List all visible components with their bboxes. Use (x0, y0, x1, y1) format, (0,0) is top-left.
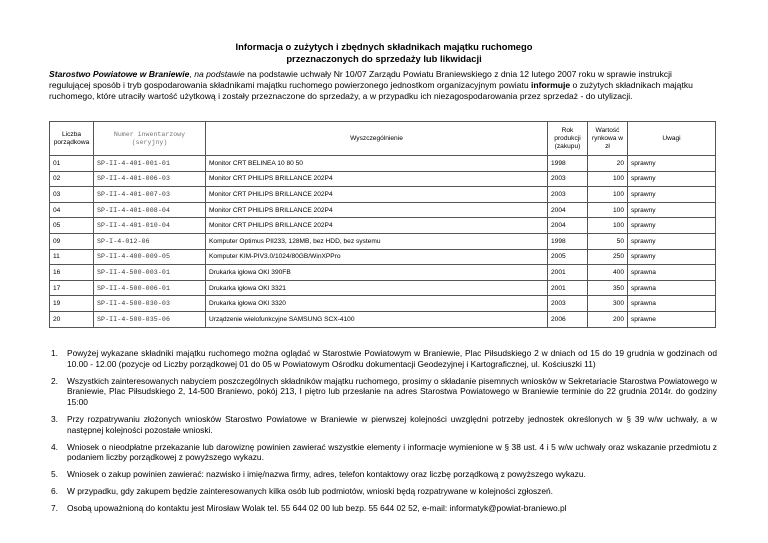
table-row (50, 187, 716, 203)
cell-inventory-number: SP-II-4-401-001-01 (94, 156, 206, 172)
cell-inventory-number: SP-II-4-401-006-03 (94, 171, 206, 187)
header-year: Rok produkcji (zakupu) (548, 122, 588, 156)
cell-value: 100 (588, 218, 628, 234)
cell-status: sprawne (628, 311, 716, 327)
table-row (50, 280, 716, 296)
intro-informs: informuje (531, 80, 571, 90)
cell-status: sprawny (628, 218, 716, 234)
cell-value: 100 (588, 171, 628, 187)
cell-year: 2006 (548, 311, 588, 327)
note-text: W przypadku, gdy zakupem będzie zainteresowanych kilka osób lub podmiotów, wnioski będą rozpatrywane w kolejności zgłoszeń. (67, 485, 554, 496)
table-row (50, 296, 716, 312)
notes-list (49, 348, 717, 520)
cell-status: sprawna (628, 296, 716, 312)
cell-value: 350 (588, 280, 628, 296)
note-item (49, 442, 717, 464)
cell-description: Monitor CRT PHILIPS BRILLANCE 202P4 (206, 171, 548, 187)
cell-description: Monitor CRT PHILIPS BRILLANCE 202P4 (206, 187, 548, 203)
note-item (49, 486, 717, 497)
cell-inventory-number: SP-II-4-401-007-03 (94, 187, 206, 203)
cell-status: sprawna (628, 280, 716, 296)
table-header-row (50, 122, 716, 156)
cell-description: Komputer KIM-PIV3.0/1024/80GB/WinXPPro (206, 249, 548, 265)
cell-value: 100 (588, 187, 628, 203)
cell-year: 2001 (548, 280, 588, 296)
cell-status: sprawny (628, 202, 716, 218)
note-item (49, 414, 717, 436)
header-notes: Uwagi (628, 122, 716, 156)
note-item (49, 469, 717, 480)
cell-status: sprawna (628, 265, 716, 281)
note-text: Osobą upoważnioną do kontaktu jest Mirosław Wolak tel. 55 644 02 00 lub bezp. 55 644 02 52, e-mail: informatyk@powiat-braniewo.pl (67, 502, 567, 513)
note-number: 3. (51, 413, 58, 424)
header-lp: Liczba porządkowa (50, 122, 94, 156)
table-row (50, 218, 716, 234)
note-text: Wszystkich zainteresowanych nabyciem poszczególnych składników majątku ruchomego, prosimy o składanie pisemnych wniosków w Sekretariacie Starostwa Powiatowego w Braniewie, Plac Piłsudskiego 2, 14-500 Braniewo, pokój 213, I piętro lub przesłanie na adres Starostwa Powiatowego w Braniewie terminie do 22 grudnia 2014r. do godziny 15:00 (67, 375, 717, 408)
intro-basis-label: na podstawie (194, 69, 245, 79)
cell-inventory-number: SP-II-4-500-006-01 (94, 280, 206, 296)
cell-year: 1998 (548, 233, 588, 249)
cell-lp: 05 (50, 218, 94, 234)
table-row (50, 202, 716, 218)
cell-value: 100 (588, 202, 628, 218)
cell-year: 2003 (548, 187, 588, 203)
cell-lp: 01 (50, 156, 94, 172)
cell-description: Urządzenie wielofunkcyjne SAMSUNG SCX-4100 (206, 311, 548, 327)
intro-authority: Starostwo Powiatowe w Braniewie (49, 69, 190, 79)
cell-lp: 20 (50, 311, 94, 327)
cell-year: 2001 (548, 265, 588, 281)
note-number: 6. (51, 485, 58, 496)
cell-value: 250 (588, 249, 628, 265)
table-row (50, 156, 716, 172)
cell-inventory-number: SP-II-4-400-009-05 (94, 249, 206, 265)
cell-inventory-number: SP-I-4-012-06 (94, 233, 206, 249)
cell-value: 50 (588, 233, 628, 249)
note-number: 4. (51, 441, 58, 452)
cell-description: Monitor CRT BELINEA 10 80 50 (206, 156, 548, 172)
intro-text-2: o zużytych składnikach majątku ruchomego, które utraciły wartość użytkową i zostały przeznaczone do sprzedaży, a w przypadku ich niezagospodarowania przez sprzedaż - do utylizacji. (49, 80, 693, 101)
cell-year: 2003 (548, 171, 588, 187)
note-text: Powyżej wykazane składniki majątku ruchomego można oglądać w Starostwie Powiatowym w Braniewie, Plac Piłsudskiego 2 w dniach od 15 do 19 grudnia w godzinach od 10.00 - 12.00 (pozycje od Liczby porządkowej 01 do 05 w Powiatowym Ośrodku dokumentacji Geodezyjnej i Kartograficznej, ul. Kościuszki 11) (67, 348, 717, 369)
cell-lp: 19 (50, 296, 94, 312)
note-item (49, 348, 717, 370)
cell-value: 300 (588, 296, 628, 312)
cell-lp: 11 (50, 249, 94, 265)
cell-description: Monitor CRT PHILIPS BRILLANCE 202P4 (206, 202, 548, 218)
cell-description: Komputer Optimus PII233, 128MB, bez HDD, bez systemu (206, 233, 548, 249)
intro-text-1: na podstawie uchwały Nr 10/07 Zarządu Powiatu Braniewskiego z dnia 12 lutego 2007 roku w sprawie instrukcji regulującej sposób i tryb gospodarowania składnikami majątku ruchomego powierzonego jednostkom organizacyjnym powiatu (49, 69, 672, 90)
table-row (50, 249, 716, 265)
cell-year: 1998 (548, 156, 588, 172)
cell-status: sprawny (628, 233, 716, 249)
note-item (49, 376, 717, 408)
cell-description: Drukarka igłowa OKI 3321 (206, 280, 548, 296)
note-text: Wniosek o zakup powinien zawierać: nazwisko i imię/nazwa firmy, adres, telefon kontaktowy oraz liczbę porządkową z powyższego wykazu. (67, 469, 586, 480)
cell-lp: 04 (50, 202, 94, 218)
cell-lp: 03 (50, 187, 94, 203)
cell-lp: 17 (50, 280, 94, 296)
title-line-1: Informacja o zużytych i zbędnych składnikach majątku ruchomego (235, 41, 533, 52)
cell-inventory-number: SP-II-4-500-003-01 (94, 265, 206, 281)
document-title (0, 41, 768, 65)
cell-status: sprawny (628, 187, 716, 203)
note-text: Wniosek o nieodpłatne przekazanie lub darowiznę powinien zawierać wszystkie elementy i informacje wymienione w § 38 ust. 4 i 5 w/w uchwały oraz wskazanie przedmiotu z podaniem liczby porządkowej z powyższego wykazu. (67, 441, 717, 463)
cell-description: Monitor CRT PHILIPS BRILLANCE 202P4 (206, 218, 548, 234)
cell-status: sprawny (628, 249, 716, 265)
cell-inventory-number: SP-II-4-500-035-06 (94, 311, 206, 327)
cell-value: 400 (588, 265, 628, 281)
cell-description: Drukarka igłowa OKI 390FB (206, 265, 548, 281)
table-body (50, 156, 716, 328)
cell-year: 2004 (548, 202, 588, 218)
cell-description: Drukarka igłowa OKI 3320 (206, 296, 548, 312)
cell-status: sprawny (628, 171, 716, 187)
note-number: 5. (51, 469, 58, 480)
cell-status: sprawny (628, 156, 716, 172)
note-number: 2. (51, 375, 58, 386)
note-number: 1. (51, 348, 58, 358)
cell-lp: 16 (50, 265, 94, 281)
cell-value: 200 (588, 311, 628, 327)
cell-year: 2005 (548, 249, 588, 265)
cell-inventory-number: SP-II-4-401-008-04 (94, 202, 206, 218)
inventory-table (49, 121, 716, 328)
cell-inventory-number: SP-II-4-401-010-04 (94, 218, 206, 234)
note-text: Przy rozpatrywaniu złożonych wniosków Starostwo Powiatowe w Braniewie w pierwszej kolejności uwzględni potrzeby jednostek określonych w § 39 w/w uchwały, a w następnej kolejności pozostałe wnioski. (67, 413, 717, 435)
header-inventory-number: Numer inwentarzowy (seryjny) (94, 122, 206, 156)
cell-year: 2004 (548, 218, 588, 234)
note-item (49, 503, 717, 514)
table-row (50, 311, 716, 327)
cell-year: 2003 (548, 296, 588, 312)
cell-inventory-number: SP-II-4-500-030-03 (94, 296, 206, 312)
header-value: Wartość rynkowa w zł (588, 122, 628, 156)
title-line-2: przeznaczonych do sprzedaży lub likwidacji (286, 53, 482, 64)
intro-paragraph: Starostwo Powiatowe w Braniewie, na podstawie na podstawie uchwały Nr 10/07 Zarządu Powiatu Braniewskiego z dnia 12 lutego 2007 roku w sprawie instrukcji regulującej sposób i tryb gospodarowania składnikami majątku ruchomego powierzonego jednostkom organizacyjnym powiatu informuje o zużytych składnikach majątku ruchomego, które utraciły wartość użytkową i zostały przeznaczone do sprzedaży, a w przypadku ich niezagospodarowania przez sprzedaż - do utylizacji. (49, 69, 693, 101)
table-row (50, 233, 716, 249)
note-number: 7. (51, 502, 58, 513)
header-description: Wyszczególnienie (206, 122, 548, 156)
cell-value: 20 (588, 156, 628, 172)
table-row (50, 171, 716, 187)
cell-lp: 02 (50, 171, 94, 187)
table-row (50, 265, 716, 281)
cell-lp: 09 (50, 233, 94, 249)
